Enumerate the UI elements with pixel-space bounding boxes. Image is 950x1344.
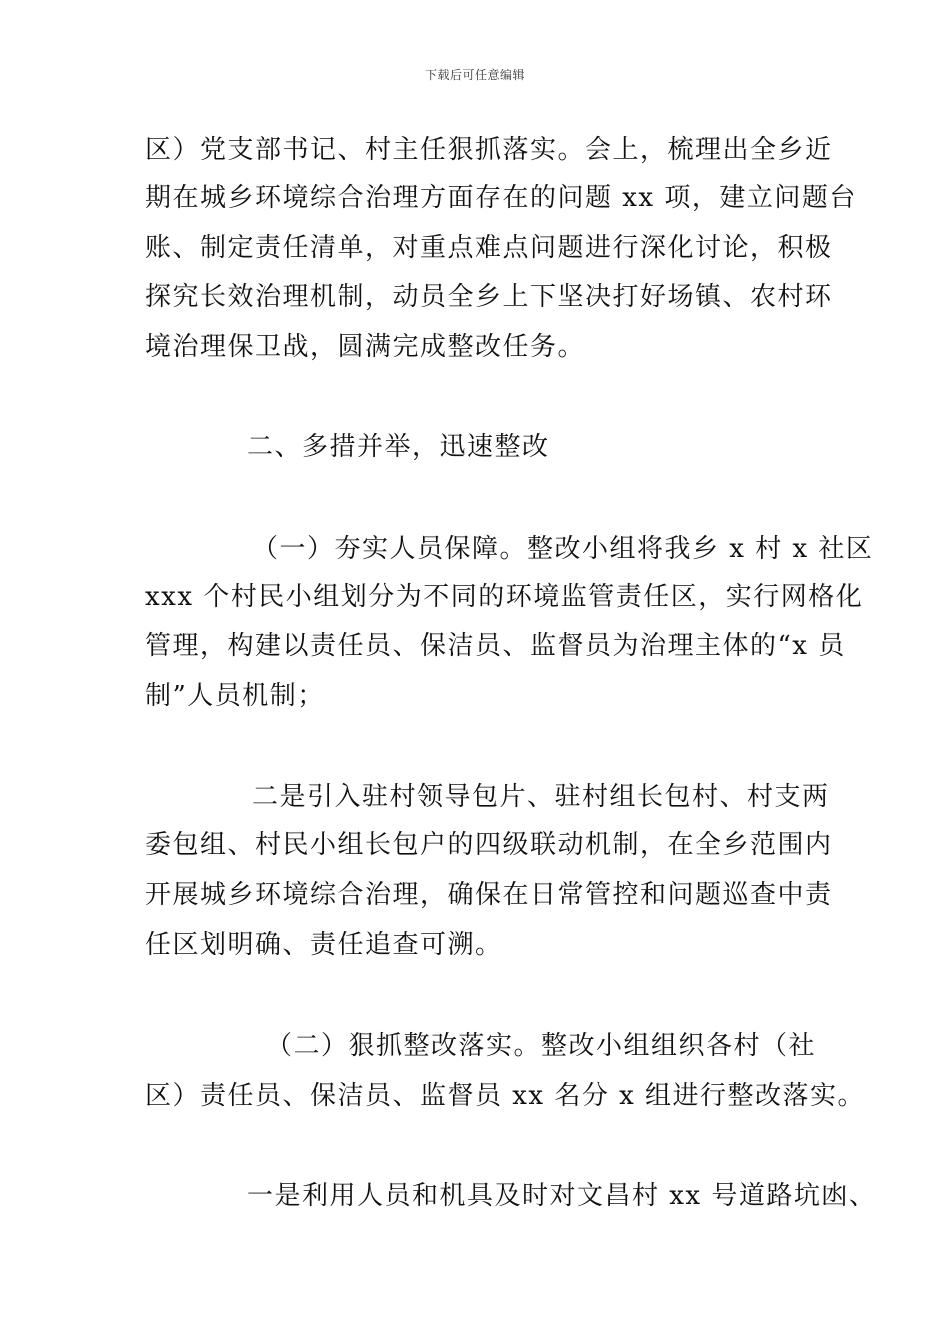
text-line: （二）狠抓整改落实。整改小组组织各村（社: [266, 1031, 817, 1061]
text-line: 开展城乡环境综合治理，确保在日常管控和问题巡查中责: [145, 880, 833, 910]
text-line: 任区划明确、责任追查可溯。: [145, 930, 503, 960]
text-line: 一是利用人员和机具及时对文昌村 xx 号道路坑凼、: [247, 1181, 877, 1211]
text-line: xxx 个村民小组划分为不同的环境监管责任区，实行网格化: [145, 582, 864, 612]
text-line: 期在城乡环境综合治理方面存在的问题 xx 项，建立问题台: [145, 183, 857, 213]
text-line: （一）夯实人员保障。整改小组将我乡 x 村 x 社区: [252, 534, 874, 564]
text-line: 区）党支部书记、村主任狠抓落实。会上，梳理出全乡近: [145, 135, 833, 165]
text-line: 区）责任员、保洁员、监督员 xx 名分 x 组进行整改落实。: [145, 1081, 866, 1111]
text-line: 委包组、村民小组长包户的四级联动机制，在全乡范围内: [145, 830, 833, 860]
section-heading: 二、多措并举，迅速整改: [247, 432, 550, 462]
text-line: 探究长效治理机制，动员全乡上下坚决打好场镇、农村环: [145, 282, 833, 312]
text-line: 管理，构建以责任员、保洁员、监督员为治理主体的“x 员: [145, 631, 846, 661]
page-header: 下载后可任意编辑: [424, 68, 525, 82]
text-line: 账、制定责任清单，对重点难点问题进行深化讨论，积极: [145, 233, 833, 263]
text-line: 境治理保卫战，圆满完成整改任务。: [145, 332, 586, 362]
text-line: 二是引入驻村领导包片、驻村组长包村、村支两: [252, 782, 830, 812]
text-line: 制”人员机制；: [145, 681, 325, 711]
